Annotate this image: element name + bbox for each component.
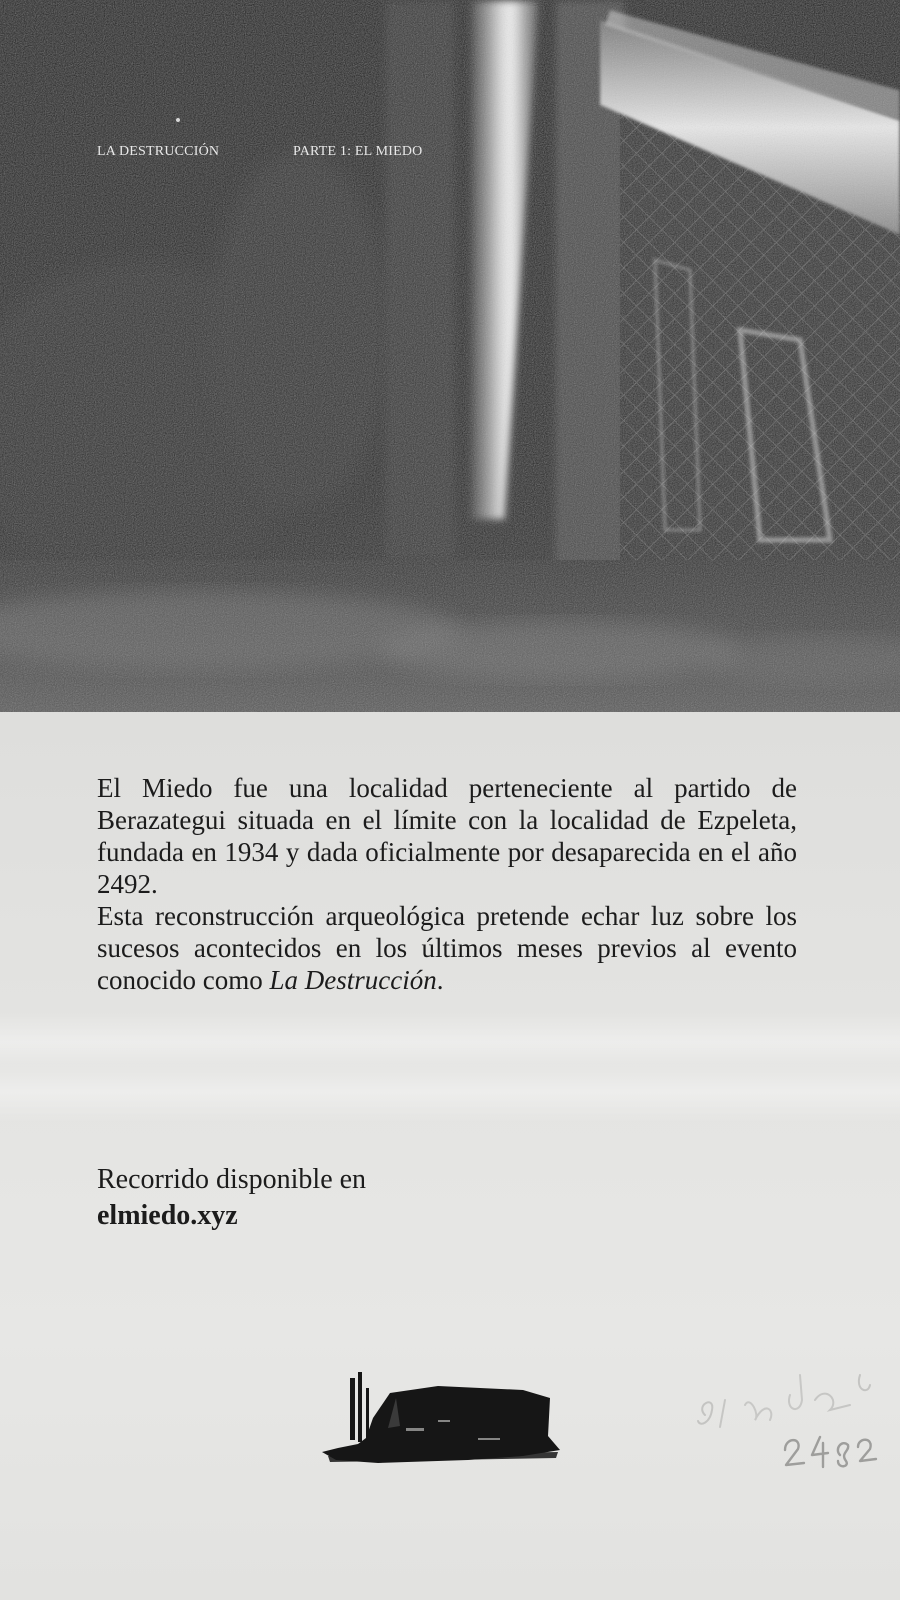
availability bbox=[97, 1162, 366, 1234]
site-link[interactable]: elmiedo.xyz bbox=[97, 1200, 238, 1231]
building-night-photo bbox=[0, 0, 900, 712]
nav-la-destruccion[interactable]: LA DESTRUCCIÓN bbox=[97, 144, 220, 159]
intro-text bbox=[97, 772, 797, 996]
handwritten-signature bbox=[690, 1355, 890, 1475]
availability-label: Recorrido disponible en bbox=[97, 1164, 367, 1195]
la-destruccion-emphasis: La Destrucción bbox=[269, 965, 437, 995]
intro-paragraph-2-lead: Esta reconstrucción arqueológica pretende echar luz sobre los sucesos acontecidos en los últimos meses previos al evento conocido como bbox=[97, 901, 797, 995]
intro-paragraph-2 bbox=[97, 900, 797, 996]
intro-paragraph-2-end: . bbox=[436, 965, 444, 995]
intro-paragraph-1: El Miedo fue una localidad perteneciente al partido de Berazategui situada en el límite con la localidad de Ezpeleta, fundada en 1934 y dada oficialmente por desaparecida en el año 2492. bbox=[97, 773, 797, 899]
paper-light-band bbox=[0, 1062, 900, 1122]
nav-parte-1-el-miedo[interactable]: PARTE 1: EL MIEDO bbox=[293, 144, 423, 159]
hero-photo bbox=[0, 0, 900, 712]
ink-house-stamp bbox=[318, 1368, 578, 1478]
